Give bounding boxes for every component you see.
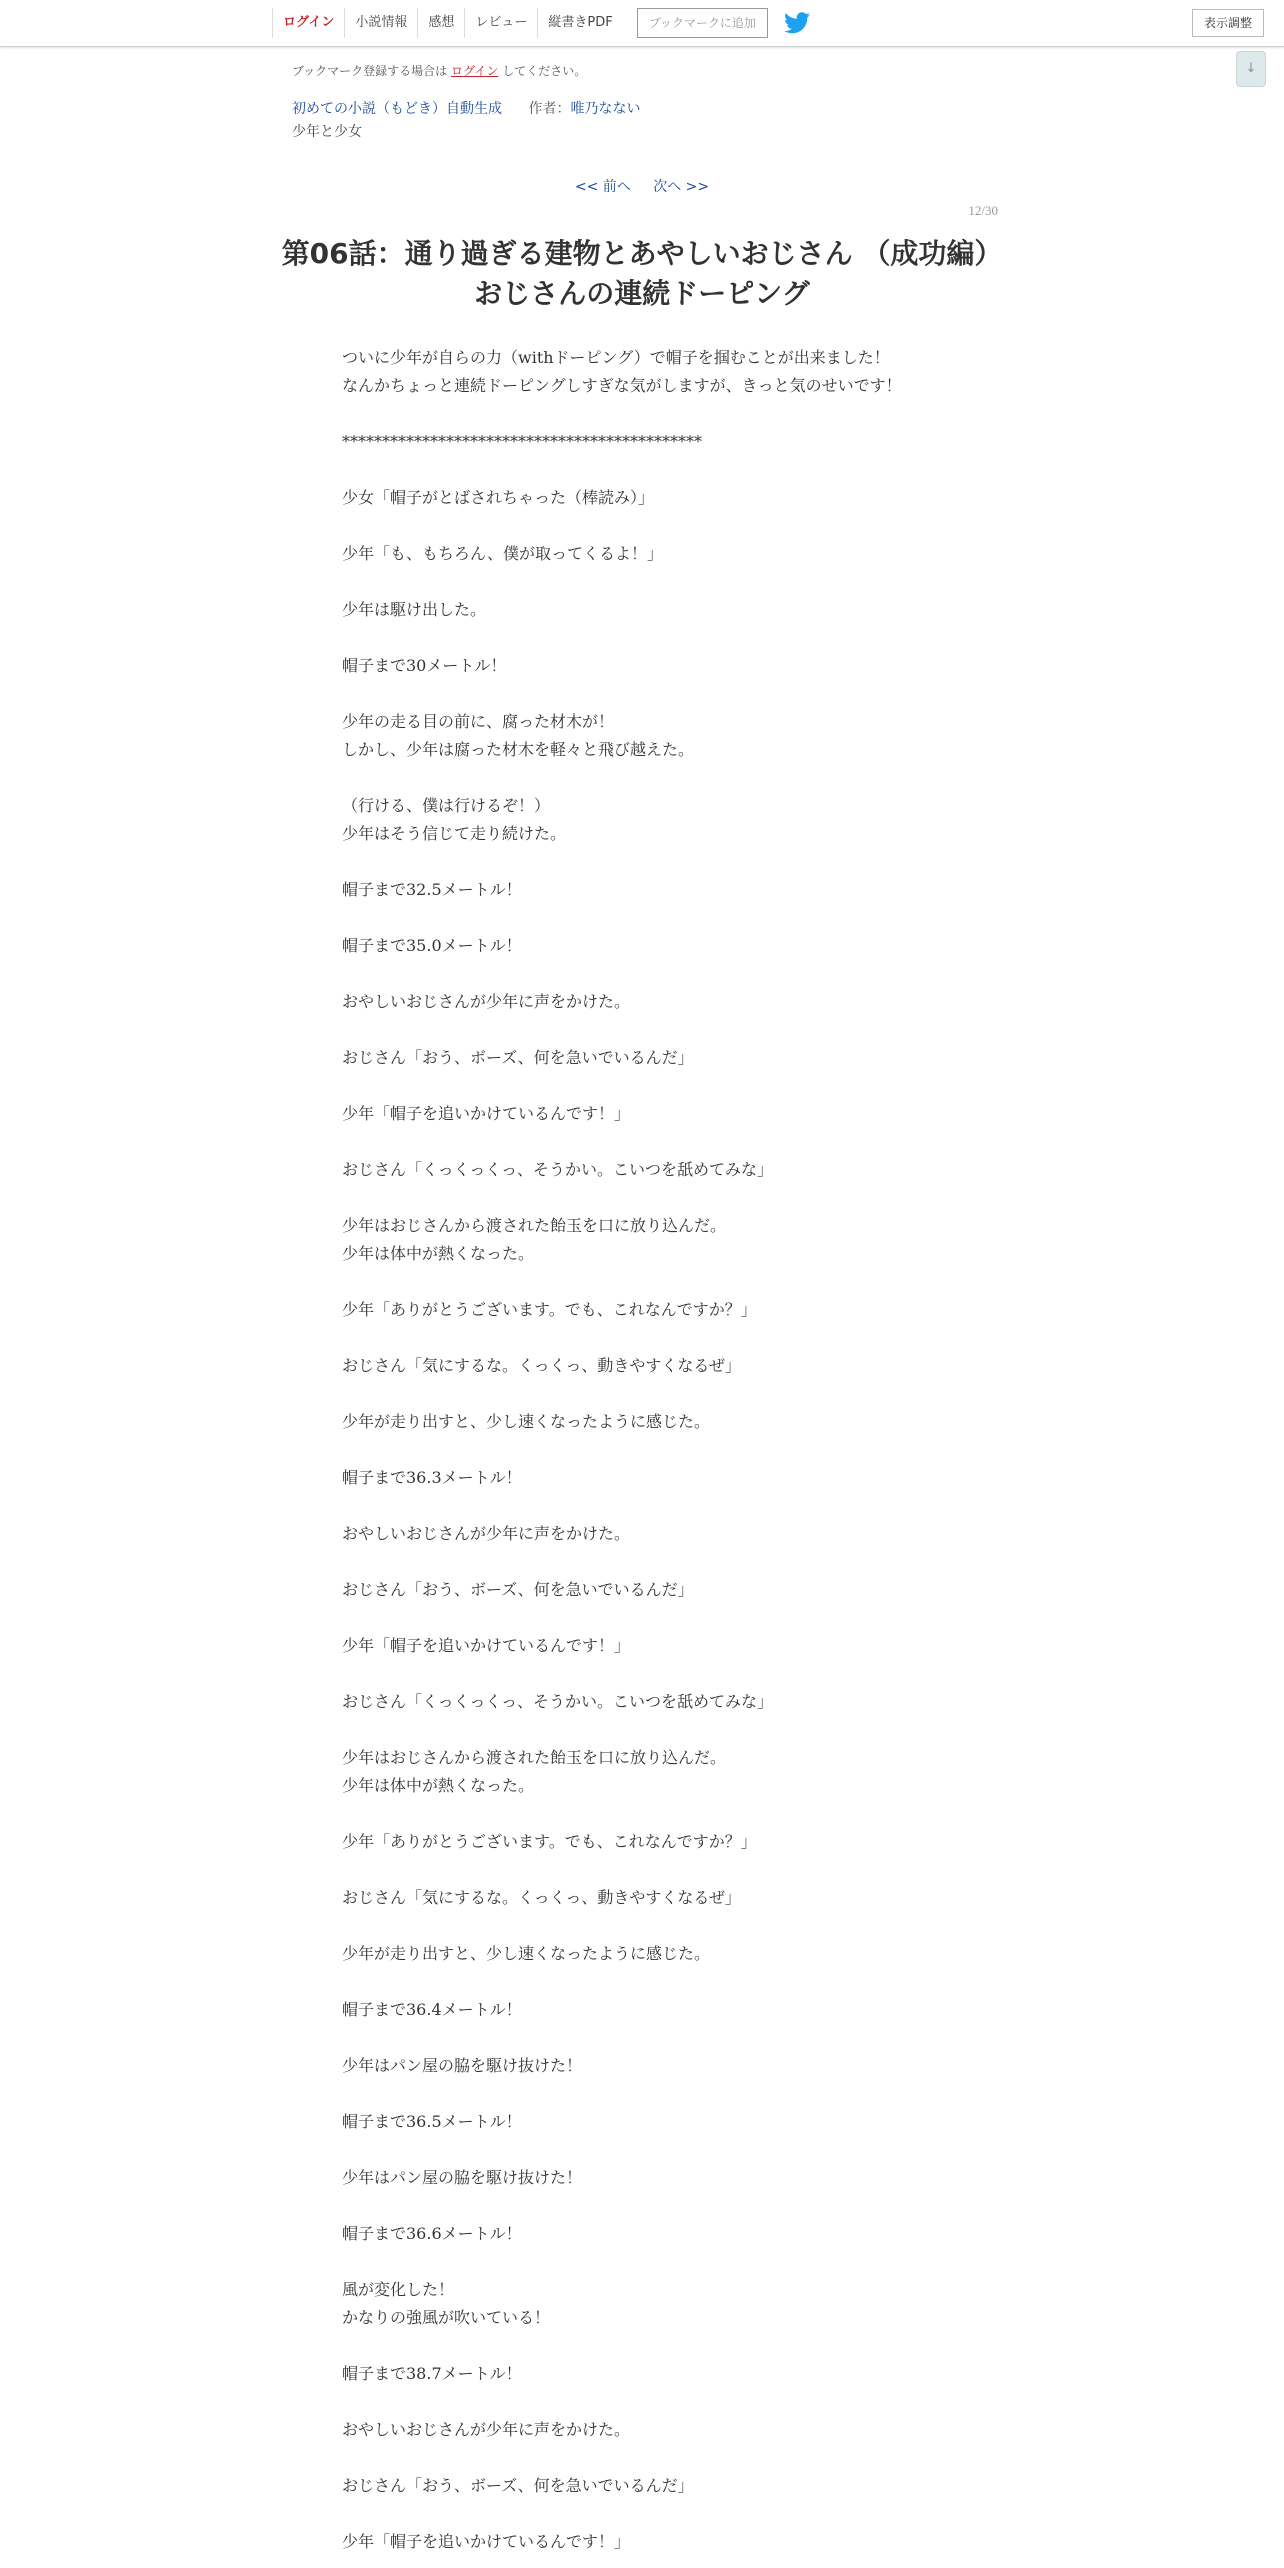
blank-line xyxy=(342,1548,982,1576)
blank-line xyxy=(342,2332,982,2360)
next-chapter-link[interactable]: 次へ >> xyxy=(653,179,710,195)
body-line: おじさん「おう、ボーズ、何を急いでいるんだ」 xyxy=(342,2476,694,2495)
blank-line xyxy=(342,2444,982,2472)
body-line: かなりの強風が吹いている！ xyxy=(342,2308,551,2327)
display-settings-button[interactable]: 表示調整 xyxy=(1192,9,1264,37)
notice-suffix: してください。 xyxy=(502,64,587,78)
body-line: 帽子まで38.7メートル！ xyxy=(342,2364,522,2383)
blank-line xyxy=(342,1184,982,1212)
body-line: ********************************************* xyxy=(342,432,702,451)
body-line: 少年「ありがとうございます。でも、これなんですか？」 xyxy=(342,1300,757,1319)
blank-line xyxy=(342,568,982,596)
login-link[interactable]: ログイン xyxy=(272,8,344,38)
body-line: おじさん「気にするな。くっくっ、動きやすくなるぜ」 xyxy=(342,1356,741,1375)
body-line: なんかちょっと連続ドーピングしすぎな気がしますが、きっと気のせいです！ xyxy=(342,376,902,395)
body-line: 少年「も、もちろん、僕が取ってくるよ！」 xyxy=(342,544,663,563)
blank-line xyxy=(342,1492,982,1520)
blank-line xyxy=(342,1716,982,1744)
main-nav xyxy=(272,8,810,38)
author-label: 作者： xyxy=(528,101,571,117)
scroll-down-arrow-icon[interactable]: ↓ xyxy=(1236,51,1266,87)
bookmark-login-notice xyxy=(292,62,586,79)
body-line: 少年が走り出すと、少し速くなったように感じた。 xyxy=(342,1412,711,1431)
body-line: おじさん「くっくっくっ、そうかい。こいつを舐めてみな」 xyxy=(342,1160,774,1179)
prev-chapter-link[interactable]: << 前へ xyxy=(574,179,631,195)
impressions-link[interactable]: 感想 xyxy=(417,8,464,38)
chapter-pager xyxy=(0,176,1284,196)
blank-line xyxy=(342,680,982,708)
series-title-link[interactable]: 初めての小説（もどき）自動生成 xyxy=(292,101,502,117)
blank-line xyxy=(342,2080,982,2108)
body-line: 帽子まで36.5メートル！ xyxy=(342,2112,522,2131)
blank-line xyxy=(342,2024,982,2052)
blank-line xyxy=(342,1968,982,1996)
body-line: 少年はおじさんから渡された飴玉を口に放り込んだ。 xyxy=(342,1216,727,1235)
blank-line xyxy=(342,848,982,876)
review-link[interactable]: レビュー xyxy=(464,8,537,38)
body-line: おやしいおじさんが少年に声をかけた。 xyxy=(342,1524,631,1543)
blank-line xyxy=(342,904,982,932)
blank-line xyxy=(342,2248,982,2276)
blank-line xyxy=(342,1660,982,1688)
body-line: 帽子まで30メートル！ xyxy=(342,656,507,675)
blank-line xyxy=(342,764,982,792)
blank-line xyxy=(342,1436,982,1464)
body-line: おじさん「気にするな。くっくっ、動きやすくなるぜ」 xyxy=(342,1888,741,1907)
blank-line xyxy=(342,1380,982,1408)
blank-line xyxy=(342,1604,982,1632)
body-line: 少年は体中が熱くなった。 xyxy=(342,1244,535,1263)
chapter-group-subtitle: 少年と少女 xyxy=(292,124,362,140)
body-line: 帽子まで35.0メートル！ xyxy=(342,936,522,955)
blank-line xyxy=(342,2500,982,2528)
body-line: 少年はそう信じて走り続けた。 xyxy=(342,824,567,843)
top-navigation-bar xyxy=(0,0,1284,47)
body-line: おじさん「おう、ボーズ、何を急いでいるんだ」 xyxy=(342,1048,694,1067)
blank-line xyxy=(342,1324,982,1352)
blank-line xyxy=(342,960,982,988)
body-line: 少年「ありがとうございます。でも、これなんですか？」 xyxy=(342,1832,757,1851)
body-line: 少年は駆け出した。 xyxy=(342,600,487,619)
blank-line xyxy=(342,1016,982,1044)
body-line: おじさん「くっくっくっ、そうかい。こいつを舐めてみな」 xyxy=(342,1692,774,1711)
blank-line xyxy=(342,1072,982,1100)
body-line: 少年はおじさんから渡された飴玉を口に放り込んだ。 xyxy=(342,1748,727,1767)
blank-line xyxy=(342,2388,982,2416)
body-line: 少年はパン屋の脇を駆け抜けた！ xyxy=(342,2056,583,2075)
blank-line xyxy=(342,1128,982,1156)
body-line: 風が変化した！ xyxy=(342,2280,455,2299)
blank-line xyxy=(342,2192,982,2220)
body-line: 帽子まで36.6メートル！ xyxy=(342,2224,522,2243)
body-line: 少女「帽子がとばされちゃった（棒読み）」 xyxy=(342,488,655,507)
body-line: おやしいおじさんが少年に声をかけた。 xyxy=(342,2420,631,2439)
body-line: 帽子まで36.3メートル！ xyxy=(342,1468,522,1487)
blank-line xyxy=(342,2136,982,2164)
blank-line xyxy=(342,1856,982,1884)
vertical-pdf-link[interactable]: 縦書きPDF xyxy=(537,8,622,38)
author-link[interactable]: 唯乃なない xyxy=(570,101,641,117)
body-line: 少年が走り出すと、少し速くなったように感じた。 xyxy=(342,1944,711,1963)
body-line: （行ける、僕は行けるぞ！） xyxy=(342,796,551,815)
body-line: 少年「帽子を追いかけているんです！」 xyxy=(342,2532,631,2551)
body-line: 少年「帽子を追いかけているんです！」 xyxy=(342,1636,631,1655)
twitter-bird-icon[interactable] xyxy=(784,12,810,34)
body-line: おやしいおじさんが少年に声をかけた。 xyxy=(342,992,631,1011)
body-line: 少年はパン屋の脇を駆け抜けた！ xyxy=(342,2168,583,2187)
body-line: しかし、少年は腐った材木を軽々と飛び越えた。 xyxy=(342,740,695,759)
blank-line xyxy=(342,1800,982,1828)
blank-line xyxy=(342,1268,982,1296)
body-line: 帽子まで32.5メートル！ xyxy=(342,880,522,899)
body-line: 少年は体中が熱くなった。 xyxy=(342,1776,535,1795)
blank-line xyxy=(342,456,982,484)
body-line: 少年「帽子を追いかけているんです！」 xyxy=(342,1104,631,1123)
body-line: 少年の走る目の前に、腐った材木が！ xyxy=(342,712,615,731)
page-number: 12/30 xyxy=(968,203,998,218)
notice-login-link[interactable]: ログイン xyxy=(451,64,499,78)
blank-line xyxy=(342,624,982,652)
blank-line xyxy=(342,1912,982,1940)
body-line: ついに少年が自らの力（withドーピング）で帽子を掴むことが出来ました！ xyxy=(342,348,890,367)
novel-body-text xyxy=(342,344,982,2556)
novel-info-link[interactable]: 小説情報 xyxy=(344,8,417,38)
add-bookmark-button[interactable]: ブックマークに追加 xyxy=(637,8,768,38)
notice-prefix: ブックマーク登録する場合は xyxy=(292,64,448,78)
chapter-title: 第06話：通り過ぎる建物とあやしいおじさん （成功編）おじさんの連続ドーピング xyxy=(281,237,1003,310)
blank-line xyxy=(342,400,982,428)
series-info xyxy=(292,98,640,118)
blank-line xyxy=(342,512,982,540)
body-line: おじさん「おう、ボーズ、何を急いでいるんだ」 xyxy=(342,1580,694,1599)
body-line: 帽子まで36.4メートル！ xyxy=(342,2000,522,2019)
